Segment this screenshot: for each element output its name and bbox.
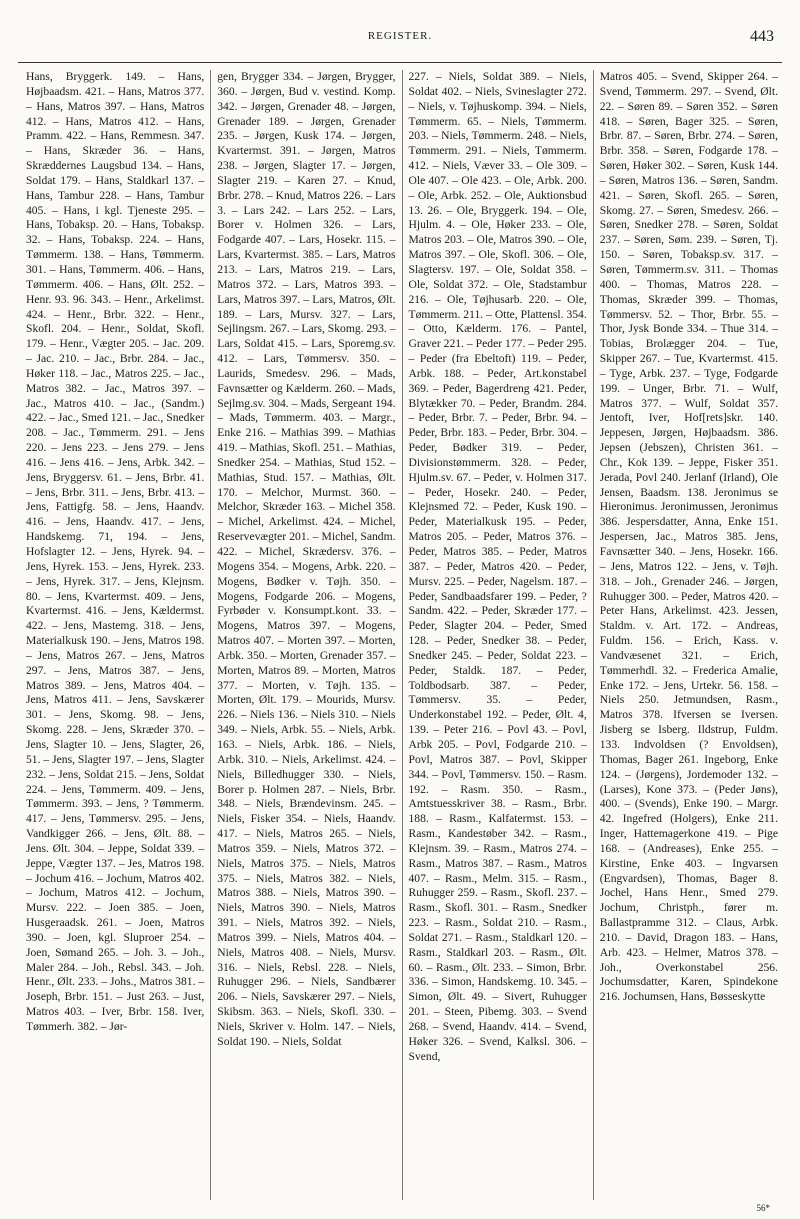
signature-mark: 56* xyxy=(756,1203,770,1213)
register-column-1: Hans, Bryggerk. 149. – Hans, Højbaadsm. 421. – Hans, Matros 377. – Hans, Matros 397. – Hans, Matros 412. – Hans, Matros 412. – Hans, Pramm. 422. – Hans, Remmesn. 347. – Hans, Skræder 36. – Hans, Skræddernes Laugsbud 134. – Hans, Soldat 179. – Hans, Staldkarl 137. – Hans, Tambur 228. – Hans, Tambur 405. – Hans, i kgl. Tjeneste 295. – Hans, Tobaksp. 20. – Hans, Tobaksp. 32. – Hans, Tobaksp. 224. – Hans, Tømmerm. 138. – Hans, Tømmerm. 301. – Hans, Tømmerm. 406. – Hans, Tømmerm. 406. – Hans, Ølt. 252. – Henr. 93. 96. 343. – Henr., Arkelimst. 424. – Henr., Brbr. 322. – Henr., Skofl. 204. – Henr., Soldat, Skofl. 179. – Henr., Vægter 205. – Jac. 209. – Jac. 210. – Jac., Brbr. 284. – Jac., Høker 118. – Jac., Matros 225. – Jac., Matros 382. – Jac., Matros 397. – Jac., Matros 410. – Jac., (Sandm.) 422. – Jac., Smed 121. – Jac., Snedker 208. – Jac., Tømmerm. 291. – Jens 220. – Jens 223. – Jens 279. – Jens 416. – Jens 416. – Jens, Arbk. 342. – Jens, Bryggersv. 61. – Jens, Brbr. 41. – Jens, Brbr. 311. – Jens, Brbr. 413. – Jens, Fattigfg. 58. – Jens, Haandv. 416. – Jens, Haandv. 417. – Jens, Handskemg. 71, 194. – Jens, Hofslagter 12. – Jens, Hyrek. 94. – Jens, Hyrek. 153. – Jens, Hyrek. 233. – Jens, Hyrek. 317. – Jens, Klejnsm. 80. – Jens, Kvartermst. 409. – Jens, Kvartermst. 416. – Jens, Kældermst. 422. – Jens, Mastemg. 318. – Jens, Materialkusk 190. – Jens, Matros 198. – Jens, Matros 267. – Jens, Matros 297. – Jens, Matros 387. – Jens, Matros 389. – Jens, Matros 404. – Jens, Matros 411. – Jens, Savskærer 301. – Jens, Skomg. 98. – Jens, Skomg. 228. – Jens, Skræder 370. – Jens, Slagter 10. – Jens, Slagter, 26, 51. – Jens, Slagter 197. – Jens, Slagter 232. – Jens, Soldat 215. – Jens, Soldat 224. – Jens, Tømmerm. 409. – Jens, Tømmerm. 393. – Jens, ? Tømmerm. 417. – Jens, Tømmersv. 295. – Jens, Vandkigger 266. – Jens, Ølt. 88. – Jens. Ølt. 304. – Jeppe, Soldat 339. – Jeppe, Vægter 137. – Jes, Matros 198. – Jochum 416. – Jochum, Matros 402. – Jochum, Matros 412. – Jochum, Mursv. 222. – Joen 385. – Joen, Husgeraadsk. 261. – Joen, Matros 390. – Joen, kgl. Sluproer 254. – Joen, Sømand 265. – Joh. 3. – Joh., Maler 284. – Joh., Rebsl. 343. – Joh. Henr., Ølt. 233. – Johs., Matros 381. – Joseph, Brbr. 151. – Just 263. – Just, Matros 403. – Iver, Brbr. 158. Iver, Tømmerh. 382. – Jør- xyxy=(26,70,205,1033)
header-rule xyxy=(18,62,782,63)
register-column-3: 227. – Niels, Soldat 389. – Niels, Soldat 402. – Niels, Svineslagter 272. – Niels, v. Tøjhuskomp. 394. – Niels, Tømmerm. 65. – Niels, Tømmerm. 203. – Niels, Tømmerm. 248. – Niels, Tømmerm. 291. – Niels, Tømmerm. 412. – Niels, Væver 33. – Ole 309. – Ole 407. – Ole 423. – Ole, Arbk. 200. – Ole, Arbk. 252. – Ole, Auktionsbud 13. 26. – Ole, Bryggerk. 194. – Ole, Hjulm. 4. – Ole, Høker 233. – Ole, Matros 203. – Ole, Matros 390. – Ole, Matros 397. – Ole, Skofl. 306. – Ole, Slagtersv. 197. – Ole, Soldat 358. – Ole, Soldat 372. – Ole, Stadstambur 216. – Ole, Tøjhusarb. 220. – Ole, Tømmerm. 211. – Otte, Plattensl. 354. – Otto, Kælderm. 176. – Pantel, Graver 221. – Peder 177. – Peder 295. – Peder (fra Ebeltoft) 119. – Peder, Arbk. 188. – Peder, Art.konstabel 369. – Peder, Bagerdreng 421. Peder, Blytækker 70. – Peder, Brandm. 284. – Peder, Brbr. 7. – Peder, Brbr. 94. – Peder, Brbr. 183. – Peder, Brbr. 304. – Peder, Bødker 319. – Peder, Divisionstømmerm. 328. – Peder, Hjulm.sv. 67. – Peder, v. Holmen 317. – Peder, Hosekr. 240. – Peder, Klejnsmed 72. – Peder, Kusk 190. – Peder, Materialkusk 195. – Peder, Matros 205. – Peder, Matros 376. – Peder, Matros 385. – Peder, Matros 387. – Peder, Matros 420. – Peder, Mursv. 225. – Peder, Nagelsm. 187. – Peder, Sandbaadsfarer 199. – Peder, ? Sandm. 422. – Peder, Skræder 177. – Peder, Slagter 204. – Peder, Smed 128. – Peder, Snedker 38. – Peder, Snedker 245. – Peder, Soldat 223. – Peder, Staldk. 187. – Peder, Toldbodsarb. 387. – Peder, Tømmersv. 35. – Peder, Underkonstabel 192. – Peder, Ølt. 4, 139. – Peter 216. – Povl 43. – Povl, Arbk 205. – Povl, Fodgarde 210. – Povl, Matros 387. – Povl, Skipper 344. – Povl, Tømmersv. 150. – Rasm. 192. – Rasm. 350. – Rasm., Amtstuesskriver 38. – Rasm., Brbr. 188. – Rasm., Kalfatermst. 153. – Rasm., Kandestøber 342. – Rasm., Klejnsm. 39. – Rasm., Matros 274. – Rasm., Matros 387. – Rasm., Matros 407. – Rasm., Melm. 315. – Rasm., Ruhugger 259. – Rasm., Skofl. 237. – Rasm., Skofl. 301. – Rasm., Snedker 223. – Rasm., Soldat 210. – Rasm., Soldat 271. – Rasm., Staldkarl 120. – Rasm., Staldkarl 203. – Rasm., Ølt. 60. – Rasm., Ølt. 233. – Simon, Brbr. 336. – Simon, Handskemg. 10. 345. – Simon, Ølt. 49. – Sivert, Ruhugger 201. – Steen, Pibemg. 303. – Svend 268. – Svend, Haandv. 414. – Svend, Høker 326. – Svend, Kalksl. 306. – Svend, xyxy=(402,70,593,1200)
page-number: 443 xyxy=(750,28,774,45)
register-columns xyxy=(20,70,784,1200)
page-header xyxy=(0,30,800,54)
register-column-2: gen, Brygger 334. – Jørgen, Brygger, 360. – Jørgen, Bud v. vestind. Komp. 342. – Jørgen, Grenader 48. – Jørgen, Grenader 189. – Jørgen, Grenader 235. – Jørgen, Kusk 174. – Jørgen, Kvartermst. 391. – Jørgen, Matros 238. – Jørgen, Slagter 17. – Jørgen, Slagter 219. – Karen 27. – Knud, Brbr. 278. – Knud, Matros 226. – Lars 3. – Lars 242. – Lars 252. – Lars, Borer v. Holmen 326. – Lars, Fodgarde 407. – Lars, Hosekr. 115. – Lars, Kvartermst. 385. – Lars, Matros 213. – Lars, Matros 219. – Lars, Matros 372. – Lars, Matros 393. – Lars, Matros 397. – Lars, Matros, Ølt. 189. – Lars, Mursv. 327. – Lars, Sejlingsm. 267. – Lars, Skomg. 293. – Lars, Soldat 415. – Lars, Sporemg.sv. 412. – Lars, Tømmersv. 350. – Laurids, Smedesv. 296. – Mads, Favnsætter og Kælderm. 260. – Mads, Sejlmg.sv. 304. – Mads, Sergeant 194. – Mads, Tømmerm. 403. – Margr., Enke 216. – Mathias 399. – Mathias 419. – Mathias, Skofl. 251. – Mathias, Snedker 254. – Mathias, Stud 152. – Mathias, Stud. 157. – Mathias, Ølt. 170. – Melchor, Murmst. 360. – Melchor, Skræder 163. – Michel 358. – Michel, Arkelimst. 424. – Michel, Reservevægter 201. – Michel, Sandm. 422. – Michel, Skrædersv. 376. – Mogens 354. – Mogens, Arbk. 220. – Mogens, Bødker v. Tøjh. 350. – Mogens, Fodgarde 206. – Mogens, Fyrbøder v. Konsumpt.kont. 33. – Mogens, Matros 397. – Mogens, Matros 407. – Morten 397. – Morten, Arbk. 350. – Morten, Grenader 357. – Morten, Matros 89. – Morten, Matros 377. – Morten, v. Tøjh. 135. – Morten, Ølt. 179. – Mourids, Mursv. 226. – Niels 136. – Niels 310. – Niels 349. – Niels, Arbk. 55. – Niels, Arbk. 163. – Niels, Arbk. 186. – Niels, Arbk. 310. – Niels, Arkelimst. 424. – Niels, Billedhugger 330. – Niels, Borer p. Holmen 287. – Niels, Brbr. 348. – Niels, Brændevinsm. 245. – Niels, Fisker 354. – Niels, Haandv. 417. – Niels, Matros 265. – Niels, Matros 359. – Niels, Matros 372. – Niels, Matros 375. – Niels, Matros 375. – Niels, Matros 382. – Niels, Matros 388. – Niels, Matros 390. – Niels, Matros 390. – Niels, Matros 391. – Niels, Matros 392. – Niels, Matros 399. – Niels, Matros 404. – Niels, Matros 408. – Niels, Mursv. 316. – Niels, Rebsl. 228. – Niels, Ruhugger 296. – Niels, Sandbærer 206. – Niels, Savskærer 297. – Niels, Skibsm. 363. – Niels, Skofl. 330. – Niels, Skriver v. Holm. 147. – Niels, Soldat 190. – Niels, Soldat xyxy=(210,70,401,1200)
register-column-4: Matros 405. – Svend, Skipper 264. – Svend, Tømmerm. 297. – Svend, Ølt. 22. – Søren 89. – Søren 352. – Søren 418. – Søren, Bager 325. – Søren, Brbr. 87. – Søren, Brbr. 274. – Søren, Brbr. 358. – Søren, Fodgarde 178. – Søren, Høker 302. – Søren, Kusk 144. – Søren, Matros 136. – Søren, Sandm. 421. – Søren, Skofl. 265. – Søren, Skomg. 27. – Søren, Smedesv. 266. – Søren, Snedker 278. – Søren, Soldat 237. – Søren, Søm. 239. – Søren, Tj. 150. – Søren, Tobaksp.sv. 317. – Søren, Tømmerm.sv. 311. – Thomas 400. – Thomas, Matros 228. – Thomas, Skræder 399. – Thomas, Tømmersv. 52. – Thor, Brbr. 55. – Thor, Jysk Bonde 334. – Thue 314. – Tobias, Brolægger 204. – Tue, Skipper 267. – Tue, Kvartermst. 415. – Tyge, Arbk. 237. – Tyge, Fodgarde 199. – Unger, Brbr. 71. – Wulf, Matros 377. – Wulf, Soldat 357. Jentoft, Iver, Hof[rets]skr. 140. Jeppesen, Jørgen, Højbaadsm. 386. Jepsen (Jebszen), Christen 361. – Chr., Kok 139. – Jeppe, Fisker 351. Jerada, Povl 240. Jerlanf (Irland), Ole Jensen, Baadsm. 138. Jeronimus se Hieronimus. Jeronimussen, Jeronimus 386. Jespersdatter, Anna, Enke 151. Jespersen, Jac., Matros 385. Jens, Favnsætter 340. – Jens, Hosekr. 166. – Jens, Matros 122. – Jens, v. Tøjh. 318. – Joh., Grenader 246. – Jørgen, Ruhugger 300. – Peder, Matros 420. – Peter Hans, Arkelimst. 423. Jessen, Staldm. v. Art. 172. – Andreas, Fuldm. 156. – Erich, Kass. v. Vandvæsenet 321. – Erich, Tømmerhdl. 32. – Frederica Amalie, Enke 172. – Jens, Urtekr. 56. 158. – Niels 250. Jetmundsen, Rasm., Matros 378. Ifversen se Iversen. Jisberg se Isberg. Ildstrup, Fuldm. 133. Indvoldsen (? Envoldsen), Thomas, Bager 261. Ingeborg, Enke 124. – (Jørgens), Jordemoder 132. – (Larses), Kone 373. – (Peder Jøns), 400. – (Svends), Enke 190. – Margr. 42. Ingefred (Holgers), Enke 211. Inger, Hattemagerkone 419. – Pige 168. – (Andreases), Enke 255. – Kirstine, Enke 403. – Ingvarsen (Engvardsen), Thomas, Bager 8. Jochel, Hans Henr., Smed 279. Jochum, Christph., fører m. Ballastpramme 312. – Claus, Arbk. 210. – David, Dragon 183. – Hans, Arb. 423. – Helmer, Matros 378. – Joh., Overkonstabel 256. Jochumsdatter, Karen, Spindekone 216. Jochumsen, Hans, Bøsseskytte xyxy=(593,70,784,1200)
running-title: REGISTER. xyxy=(367,30,433,42)
